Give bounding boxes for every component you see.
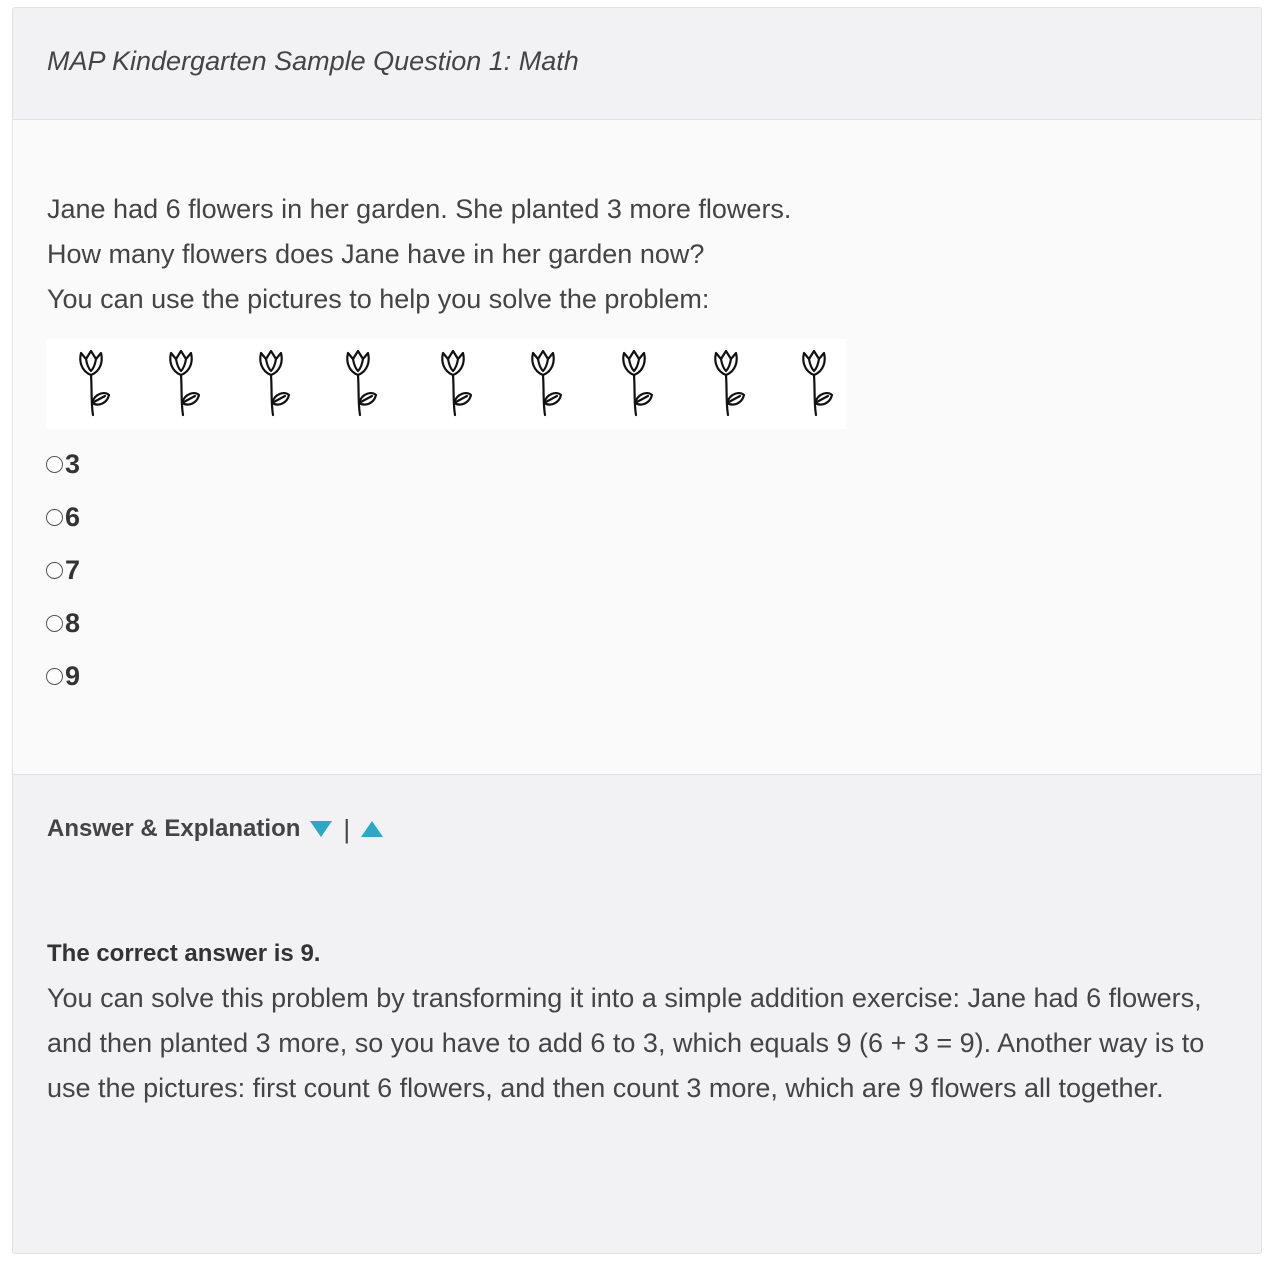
option-label: 3 xyxy=(65,449,81,479)
tulip-icon xyxy=(347,351,376,415)
question-line-1: Jane had 6 flowers in her garden. She planted 3 more flowers. xyxy=(47,194,792,224)
tulip-icon xyxy=(170,351,199,415)
expand-triangle-icon[interactable] xyxy=(310,821,332,837)
option-label: 6 xyxy=(65,502,81,532)
option-label: 8 xyxy=(65,608,81,638)
toggle-separator: | xyxy=(343,814,351,844)
option-6[interactable] xyxy=(46,491,80,544)
question-text xyxy=(47,187,791,322)
question-body xyxy=(13,120,1261,775)
card-header xyxy=(13,8,1261,120)
flower-pictures xyxy=(46,339,846,429)
explanation-text: You can solve this problem by transforming it into a simple addition exercise: Jane had 6 flowers, and then planted 3 more, so you have to add 6 to 3, which equals 9 (6 + 3 = 9). Another way is to use the pictures: first count 6 flowers, and then count 3 more, which are 9 flowers all together. xyxy=(47,983,1205,1103)
radio-button[interactable] xyxy=(46,668,63,685)
question-line-3: You can use the pictures to help you solve the problem: xyxy=(47,284,710,314)
answer-section xyxy=(13,775,1261,1253)
answer-options xyxy=(46,438,80,703)
option-label: 9 xyxy=(65,661,81,691)
option-9[interactable] xyxy=(46,650,80,703)
correct-answer: The correct answer is 9. xyxy=(47,940,321,967)
option-3[interactable] xyxy=(46,438,80,491)
flower-pictures-svg xyxy=(46,339,846,429)
radio-button[interactable] xyxy=(46,562,63,579)
radio-button[interactable] xyxy=(46,615,63,632)
answer-explanation-toggle[interactable] xyxy=(47,815,383,843)
tulip-icon xyxy=(623,351,652,415)
option-8[interactable] xyxy=(46,597,80,650)
tulip-icon xyxy=(803,351,832,415)
tulip-icon xyxy=(442,351,471,415)
radio-button[interactable] xyxy=(46,456,63,473)
tulip-icon xyxy=(260,351,289,415)
option-label: 7 xyxy=(65,555,81,585)
page-title: MAP Kindergarten Sample Question 1: Math xyxy=(47,46,579,76)
tulip-icon xyxy=(80,351,109,415)
question-line-2: How many flowers does Jane have in her garden now? xyxy=(47,239,705,269)
question-card xyxy=(12,7,1262,1254)
option-7[interactable] xyxy=(46,544,80,597)
tulip-icon xyxy=(532,351,561,415)
tulip-icon xyxy=(715,351,744,415)
radio-button[interactable] xyxy=(46,509,63,526)
collapse-triangle-icon[interactable] xyxy=(361,821,383,837)
answer-toggle-label: Answer & Explanation xyxy=(47,815,301,842)
